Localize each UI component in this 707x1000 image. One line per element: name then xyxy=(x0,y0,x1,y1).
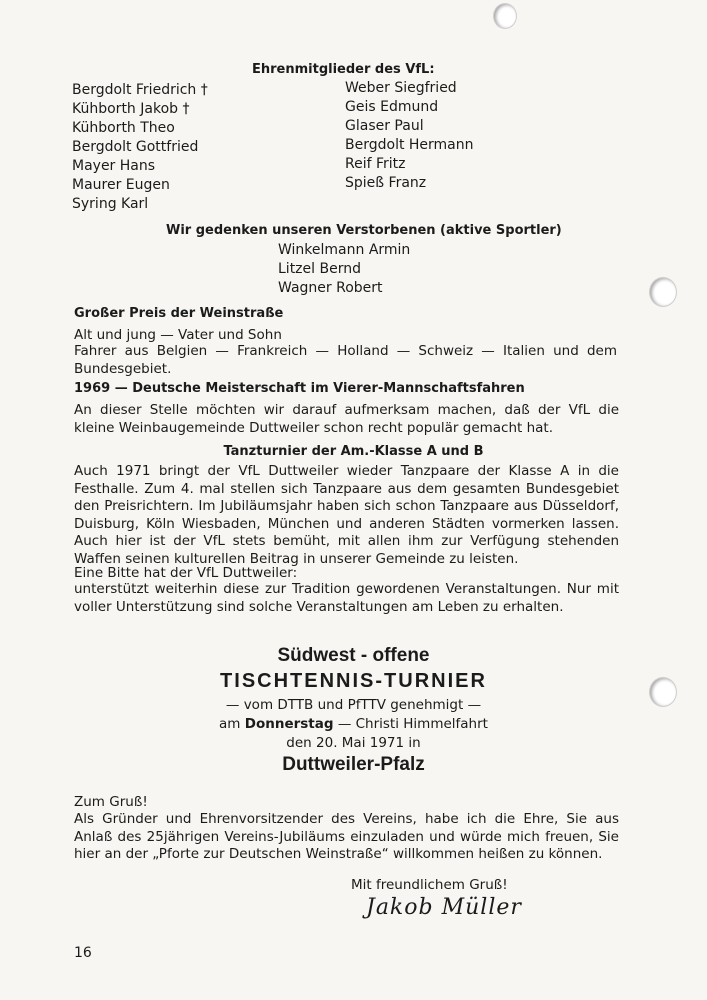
tournament-subtitle: Südwest - offene xyxy=(277,645,430,666)
greeting-intro: Zum Gruß! xyxy=(74,794,148,810)
list-item: Weber Siegfried xyxy=(345,80,457,96)
greeting-text: Als Gründer und Ehrenvorsitzender des Vereins, habe ich die Ehre, Sie aus Anlaß des 25jährigen Vereins-Jubiläums einzuladen und würde mich freuen, Sie hier an der „Pforte zur Deutschen Weinstraße“ willkommen heißen zu können. xyxy=(74,811,619,862)
signature: Jakob Müller xyxy=(366,895,522,920)
grand-prix-text: Fahrer aus Belgien — Frankreich — Holland — Schweiz — Italien und dem Bundesgebiet. xyxy=(74,343,617,377)
list-item: Mayer Hans xyxy=(72,158,156,174)
greeting-closing: Mit freundlichem Gruß! xyxy=(351,877,508,893)
list-item: Bergdolt Friedrich † xyxy=(72,82,208,98)
championship-title: 1969 — Deutsche Meisterschaft im Vierer-Mannschaftsfahren xyxy=(74,381,525,396)
honorary-members-title: Ehrenmitglieder des VfL: xyxy=(252,62,435,77)
request-text: unterstützt weiterhin diese zur Tradition gewordenen Veranstaltungen. Nur mit voller Unterstützung sind solche Veranstaltungen am Leben zu erhalten. xyxy=(74,581,619,615)
memorial-title: Wir gedenken unseren Verstorbenen (aktive Sportler) xyxy=(166,223,562,238)
list-item: Bergdolt Hermann xyxy=(345,137,474,153)
dance-title: Tanzturnier der Am.-Klasse A und B xyxy=(223,444,484,459)
punch-hole xyxy=(650,278,676,306)
list-item: Maurer Eugen xyxy=(72,177,170,193)
list-item: Geis Edmund xyxy=(345,99,439,115)
punch-hole xyxy=(494,4,516,28)
memorial-list xyxy=(278,241,410,298)
honorary-list-right xyxy=(345,79,474,193)
list-item: Spieß Franz xyxy=(345,175,427,191)
list-item: Kühborth Theo xyxy=(72,120,175,136)
list-item: Wagner Robert xyxy=(278,280,383,296)
page-number: 16 xyxy=(74,945,92,961)
grand-prix-line: Alt und jung — Vater und Sohn xyxy=(74,327,282,343)
list-item: Winkelmann Armin xyxy=(278,242,411,258)
championship-text: An dieser Stelle möchten wir darauf aufmerksam machen, daß der VfL die kleine Weinbaugemeinde Duttweiler schon recht populär gemacht hat. xyxy=(74,402,619,436)
request-intro: Eine Bitte hat der VfL Duttweiler: xyxy=(74,565,298,581)
list-item: Reif Fritz xyxy=(345,156,406,172)
tournament-day xyxy=(0,715,707,734)
tournament-date: den 20. Mai 1971 in xyxy=(286,735,421,751)
tournament-title: TISCHTENNIS-TURNIER xyxy=(220,670,487,692)
list-item: Glaser Paul xyxy=(345,118,424,134)
tournament-location: Duttweiler-Pfalz xyxy=(282,754,425,775)
day-suffix: — Christi Himmelfahrt xyxy=(333,716,488,732)
list-item: Bergdolt Gottfried xyxy=(72,139,199,155)
tournament-approval: — vom DTTB und PfTTV genehmigt — xyxy=(225,697,482,713)
list-item: Kühborth Jakob † xyxy=(72,101,190,117)
day-prefix: am xyxy=(219,716,245,732)
list-item: Litzel Bernd xyxy=(278,261,361,277)
honorary-list-left xyxy=(72,81,208,214)
list-item: Syring Karl xyxy=(72,196,149,212)
dance-text: Auch 1971 bringt der VfL Duttweiler wieder Tanzpaare der Klasse A in die Festhalle. Zum 4. mal stellen sich Tanzpaare aus dem gesamten Bundesgebiet den Preisrichtern. Im Jubiläumsjahr haben sich schon Tanzpaare aus Düsseldorf, Duisburg, Köln Wiesbaden, München und anderen Städten vormerken lassen. Auch hier ist der VfL stets bemüht, mit allen ihm zur Verfügung stehenden Waffen seinen kulturellen Beitrag in unserer Gemeinde zu leisten. xyxy=(74,463,619,567)
grand-prix-title: Großer Preis der Weinstraße xyxy=(74,306,284,321)
day-name: Donnerstag xyxy=(244,716,334,732)
